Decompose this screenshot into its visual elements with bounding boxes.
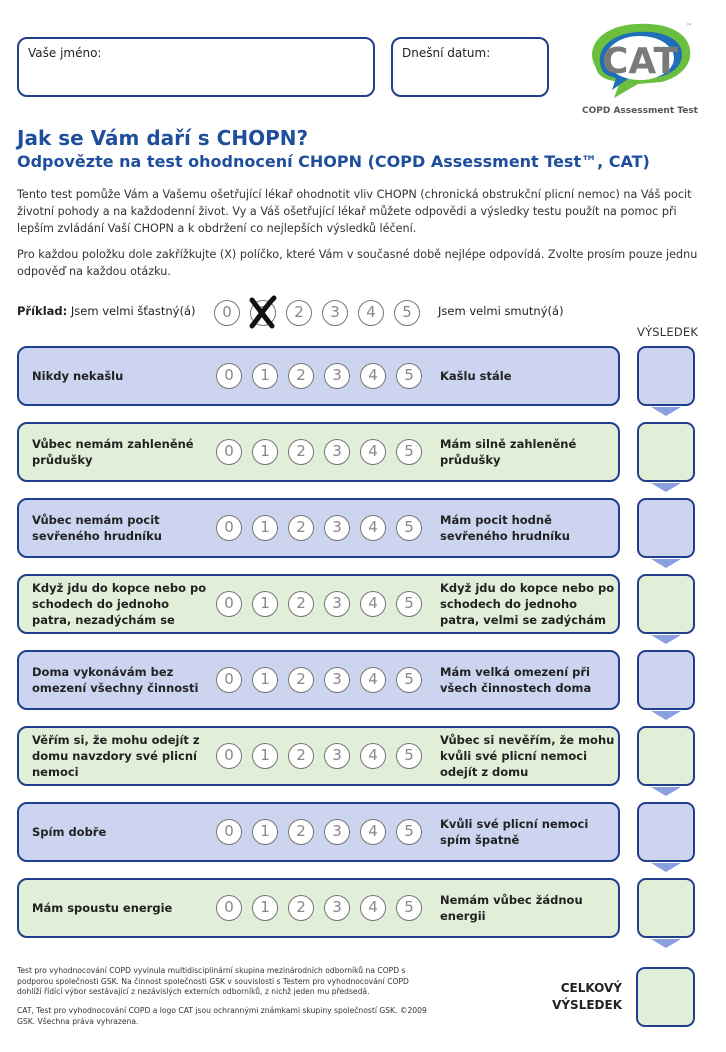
- answer-scale: [214, 804, 434, 860]
- example-option-1[interactable]: 1: [250, 300, 276, 326]
- cross-mark-icon: [244, 294, 280, 330]
- total-score-box[interactable]: [636, 967, 695, 1027]
- question-right-label: Kašlu stále: [440, 369, 512, 383]
- question-right-label: Když jdu do kopce nebo po schodech do jednoho patra, velmi se zadýchám: [440, 581, 615, 627]
- example-left-label: Jsem velmi šťastný(á): [70, 304, 196, 318]
- instruction-paragraph: Pro každou položku dole zakřížkujte (X) políčko, které Vám v současné době nejlépe odpovídá. Zvolte prosím pouze jednu odpověď na každou otázku.: [17, 248, 698, 278]
- example-option-3[interactable]: 3: [322, 300, 348, 326]
- question-2-option-2[interactable]: 2: [288, 439, 314, 465]
- question-left-label: Doma vykonávám bez omezení všechny činnosti: [32, 665, 199, 695]
- example-row: [17, 296, 717, 330]
- question-7-option-5[interactable]: 5: [396, 819, 422, 845]
- total-score-label: CELKOVÝ VÝSLEDEK: [552, 981, 622, 1012]
- question-4-option-1[interactable]: 1: [252, 591, 278, 617]
- question-left-label: Vůbec nemám pocit sevřeného hrudníku: [32, 513, 162, 543]
- question-left-label: Nikdy nekašlu: [32, 369, 124, 383]
- question-7-option-3[interactable]: 3: [324, 819, 350, 845]
- down-arrow-icon: [651, 407, 681, 416]
- question-3-option-4[interactable]: 4: [360, 515, 386, 541]
- question-row-5: [17, 650, 620, 710]
- page-title: Jak se Vám daří s CHOPN?: [17, 126, 309, 150]
- logo-caption: COPD Assessment Test: [582, 106, 698, 116]
- question-4-option-5[interactable]: 5: [396, 591, 422, 617]
- question-1-option-1[interactable]: 1: [252, 363, 278, 389]
- example-option-4[interactable]: 4: [358, 300, 384, 326]
- question-5-option-2[interactable]: 2: [288, 667, 314, 693]
- question-right-label: Mám pocit hodně sevřeného hrudníku: [440, 513, 570, 543]
- score-box-2[interactable]: [637, 422, 695, 482]
- score-box-5[interactable]: [637, 650, 695, 710]
- question-1-option-5[interactable]: 5: [396, 363, 422, 389]
- question-2-option-3[interactable]: 3: [324, 439, 350, 465]
- result-header: VÝSLEDEK: [637, 325, 699, 339]
- answer-scale: [214, 576, 434, 632]
- svg-text:™: ™: [686, 23, 692, 30]
- example-option-5[interactable]: 5: [394, 300, 420, 326]
- score-box-1[interactable]: [637, 346, 695, 406]
- question-2-option-1[interactable]: 1: [252, 439, 278, 465]
- question-2-option-4[interactable]: 4: [360, 439, 386, 465]
- down-arrow-icon: [651, 787, 681, 796]
- score-box-7[interactable]: [637, 802, 695, 862]
- question-row-7: [17, 802, 620, 862]
- question-1-option-3[interactable]: 3: [324, 363, 350, 389]
- example-option-0[interactable]: 0: [214, 300, 240, 326]
- question-4-option-3[interactable]: 3: [324, 591, 350, 617]
- question-8-option-3[interactable]: 3: [324, 895, 350, 921]
- question-5-option-5[interactable]: 5: [396, 667, 422, 693]
- down-arrow-icon: [651, 863, 681, 872]
- question-row-8: [17, 878, 620, 938]
- example-option-2[interactable]: 2: [286, 300, 312, 326]
- down-arrow-icon: [651, 559, 681, 568]
- question-4-option-0[interactable]: 0: [216, 591, 242, 617]
- question-3-option-3[interactable]: 3: [324, 515, 350, 541]
- question-2-option-5[interactable]: 5: [396, 439, 422, 465]
- question-3-option-0[interactable]: 0: [216, 515, 242, 541]
- question-3-option-1[interactable]: 1: [252, 515, 278, 541]
- answer-scale: [214, 348, 434, 404]
- svg-text:CAT: CAT: [601, 41, 679, 82]
- question-1-option-2[interactable]: 2: [288, 363, 314, 389]
- question-5-option-3[interactable]: 3: [324, 667, 350, 693]
- question-7-option-0[interactable]: 0: [216, 819, 242, 845]
- question-right-label: Vůbec si nevěřím, že mohu kvůli své plicní nemoci odejít z domu: [440, 733, 615, 779]
- answer-scale: [214, 424, 434, 480]
- question-8-option-2[interactable]: 2: [288, 895, 314, 921]
- question-5-option-4[interactable]: 4: [360, 667, 386, 693]
- question-5-option-0[interactable]: 0: [216, 667, 242, 693]
- date-field[interactable]: [391, 37, 549, 97]
- score-box-3[interactable]: [637, 498, 695, 558]
- answer-scale: [214, 652, 434, 708]
- answer-scale: [214, 500, 434, 556]
- score-box-4[interactable]: [637, 574, 695, 634]
- footer-paragraph-1: Test pro vyhodnocování COPD vyvinula multidisciplinární skupina mezinárodních odborníků na COPD s podporou společnosti GSK. Na činnost společnosti GSK v souvislosti s Testem pro vyhodnocování COPD dohlíží řídící výbor sestávající z nezávislých externích odborníků, z nichž jeden mu předsedá.: [17, 966, 409, 996]
- question-7-option-4[interactable]: 4: [360, 819, 386, 845]
- question-3-option-2[interactable]: 2: [288, 515, 314, 541]
- question-row-4: [17, 574, 620, 634]
- question-4-option-2[interactable]: 2: [288, 591, 314, 617]
- name-field[interactable]: [17, 37, 375, 97]
- page-subtitle: Odpovězte na test ohodnocení CHOPN (COPD Assessment Test™, CAT): [17, 152, 650, 171]
- down-arrow-icon: [651, 939, 681, 948]
- question-4-option-4[interactable]: 4: [360, 591, 386, 617]
- question-6-option-5[interactable]: 5: [396, 743, 422, 769]
- question-left-label: Spím dobře: [32, 825, 107, 839]
- question-2-option-0[interactable]: 0: [216, 439, 242, 465]
- example-scale: [212, 296, 432, 330]
- question-6-option-1[interactable]: 1: [252, 743, 278, 769]
- down-arrow-icon: [651, 483, 681, 492]
- question-1-option-4[interactable]: 4: [360, 363, 386, 389]
- question-left-label: Věřím si, že mohu odejít z domu navzdory své plicní nemoci: [32, 733, 200, 779]
- question-row-6: [17, 726, 620, 786]
- name-label: Vaše jméno:: [28, 46, 102, 60]
- question-7-option-2[interactable]: 2: [288, 819, 314, 845]
- score-box-6[interactable]: [637, 726, 695, 786]
- down-arrow-icon: [651, 635, 681, 644]
- question-6-option-0[interactable]: 0: [216, 743, 242, 769]
- question-left-label: Když jdu do kopce nebo po schodech do jednoho patra, nezadýchám se: [32, 581, 207, 627]
- question-right-label: Nemám vůbec žádnou energii: [440, 893, 583, 923]
- question-row-1: [17, 346, 620, 406]
- question-8-option-5[interactable]: 5: [396, 895, 422, 921]
- question-row-3: [17, 498, 620, 558]
- example-right-label: Jsem velmi smutný(á): [438, 304, 564, 318]
- question-left-label: Vůbec nemám zahleněné průdušky: [32, 437, 194, 467]
- down-arrow-icon: [651, 711, 681, 720]
- question-8-option-1[interactable]: 1: [252, 895, 278, 921]
- cat-logo-icon: [578, 18, 698, 104]
- question-6-option-4[interactable]: 4: [360, 743, 386, 769]
- question-5-option-1[interactable]: 1: [252, 667, 278, 693]
- question-3-option-5[interactable]: 5: [396, 515, 422, 541]
- question-8-option-4[interactable]: 4: [360, 895, 386, 921]
- score-box-8[interactable]: [637, 878, 695, 938]
- question-1-option-0[interactable]: 0: [216, 363, 242, 389]
- example-prefix: Příklad:: [17, 304, 68, 318]
- answer-scale: [214, 728, 434, 784]
- date-label: Dnešní datum:: [402, 46, 491, 60]
- question-left-label: Mám spoustu energie: [32, 901, 173, 915]
- question-row-2: [17, 422, 620, 482]
- intro-paragraph: Tento test pomůže Vám a Vašemu ošetřující lékař ohodnotit vliv CHOPN (chronická obstrukční plicní nemoc) na Váš pocit životní pohody a na každodenní život. Vy a Váš ošetřující lékař můžete odpovědi a výsledky testu použít na pomoc při lepším zvládání Vaší CHOPN a k obdržení co nejlepších výsledků léčení.: [17, 188, 692, 235]
- question-6-option-2[interactable]: 2: [288, 743, 314, 769]
- question-right-label: Kvůli své plicní nemoci spím špatně: [440, 817, 589, 847]
- question-right-label: Mám silně zahleněné průdušky: [440, 437, 577, 467]
- question-right-label: Mám velká omezení při všech činnostech doma: [440, 665, 592, 695]
- cat-logo: [578, 18, 698, 118]
- footer-paragraph-2: CAT, Test pro vyhodnocování COPD a logo CAT jsou ochrannými známkami skupiny společností GSK. ©2009 GSK. Všechna práva vyhrazena.: [17, 1006, 427, 1026]
- answer-scale: [214, 880, 434, 936]
- question-7-option-1[interactable]: 1: [252, 819, 278, 845]
- question-8-option-0[interactable]: 0: [216, 895, 242, 921]
- question-6-option-3[interactable]: 3: [324, 743, 350, 769]
